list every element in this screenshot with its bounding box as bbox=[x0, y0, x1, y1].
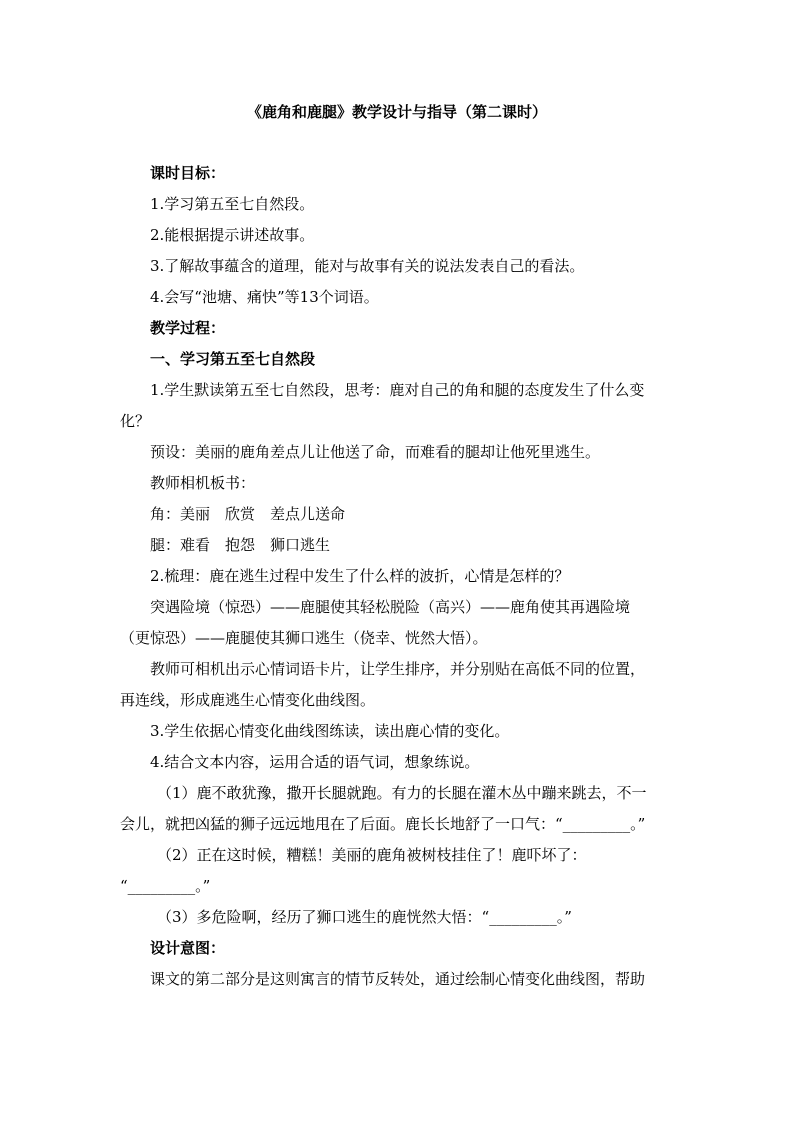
goal-item: 3.了解故事蕴含的道理，能对与故事有关的说法发表自己的看法。 bbox=[150, 257, 585, 275]
step3-text: 3.学生依据心情变化曲线图练读，读出鹿心情的变化。 bbox=[150, 722, 510, 740]
goal-item: 1.学习第五至七自然段。 bbox=[150, 195, 315, 213]
flow-text: 突遇险境（惊恐）——鹿腿使其轻松脱险（高兴）——鹿角使其再遇险境 bbox=[150, 598, 631, 616]
document-body bbox=[120, 158, 680, 995]
process-heading: 教学过程： bbox=[150, 319, 226, 337]
board-intro: 教师相机板书： bbox=[150, 474, 256, 492]
intent-heading: 设计意图： bbox=[150, 939, 226, 957]
board-horn: 角：美丽 欣赏 差点儿送命 bbox=[150, 505, 346, 523]
preset-text: 预设：美丽的鹿角差点儿让他送了命，而难看的腿却让他死里逃生。 bbox=[150, 443, 601, 461]
goals-heading: 课时目标： bbox=[150, 164, 226, 182]
step2-text: 2.梳理：鹿在逃生过程中发生了什么样的波折，心情是怎样的？ bbox=[150, 567, 570, 585]
board-leg: 腿：难看 抱怨 狮口逃生 bbox=[150, 536, 331, 554]
teacher-text-continued: 再连线，形成鹿逃生心情变化曲线图。 bbox=[120, 691, 376, 709]
flow-text-continued: （更惊恐）——鹿腿使其狮口逃生（侥幸、恍然大悟）。 bbox=[120, 629, 488, 647]
document-title: 《鹿角和鹿腿》教学设计与指导（第二课时） bbox=[246, 103, 547, 121]
teacher-text: 教师可相机出示心情词语卡片，让学生排序，并分别贴在高低不同的位置， bbox=[150, 660, 646, 678]
goal-item: 2.能根据提示讲述故事。 bbox=[150, 226, 315, 244]
step1-text-continued: 化？ bbox=[120, 412, 151, 430]
sub3-text: （3）多危险啊，经历了狮口逃生的鹿恍然大悟：“_________。” bbox=[157, 908, 572, 926]
step4-text: 4.结合文本内容，运用合适的语气词，想象练说。 bbox=[150, 753, 480, 771]
sub1-text: （1）鹿不敢犹豫，撒开长腿就跑。有力的长腿在灌木丛中蹦来跳去，不一 bbox=[157, 784, 647, 802]
sub2-text: （2）正在这时候，糟糕！美丽的鹿角被树枝挂住了！鹿吓坏了： bbox=[157, 846, 587, 864]
step1-text: 1.学生默读第五至七自然段，思考：鹿对自己的角和腿的态度发生了什么变 bbox=[150, 381, 645, 399]
part1-heading: 一、学习第五至七自然段 bbox=[150, 350, 316, 368]
sub1-text-continued: 会儿，就把凶猛的狮子远远地甩在了后面。鹿长长地舒了一口气：“_________。” bbox=[120, 815, 646, 833]
sub2-text-continued: “_________。” bbox=[120, 877, 211, 895]
goal-item: 4.会写“池塘、痛快”等13个词语。 bbox=[150, 288, 379, 306]
intent-text: 课文的第二部分是这则寓言的情节反转处，通过绘制心情变化曲线图，帮助 bbox=[150, 970, 646, 988]
